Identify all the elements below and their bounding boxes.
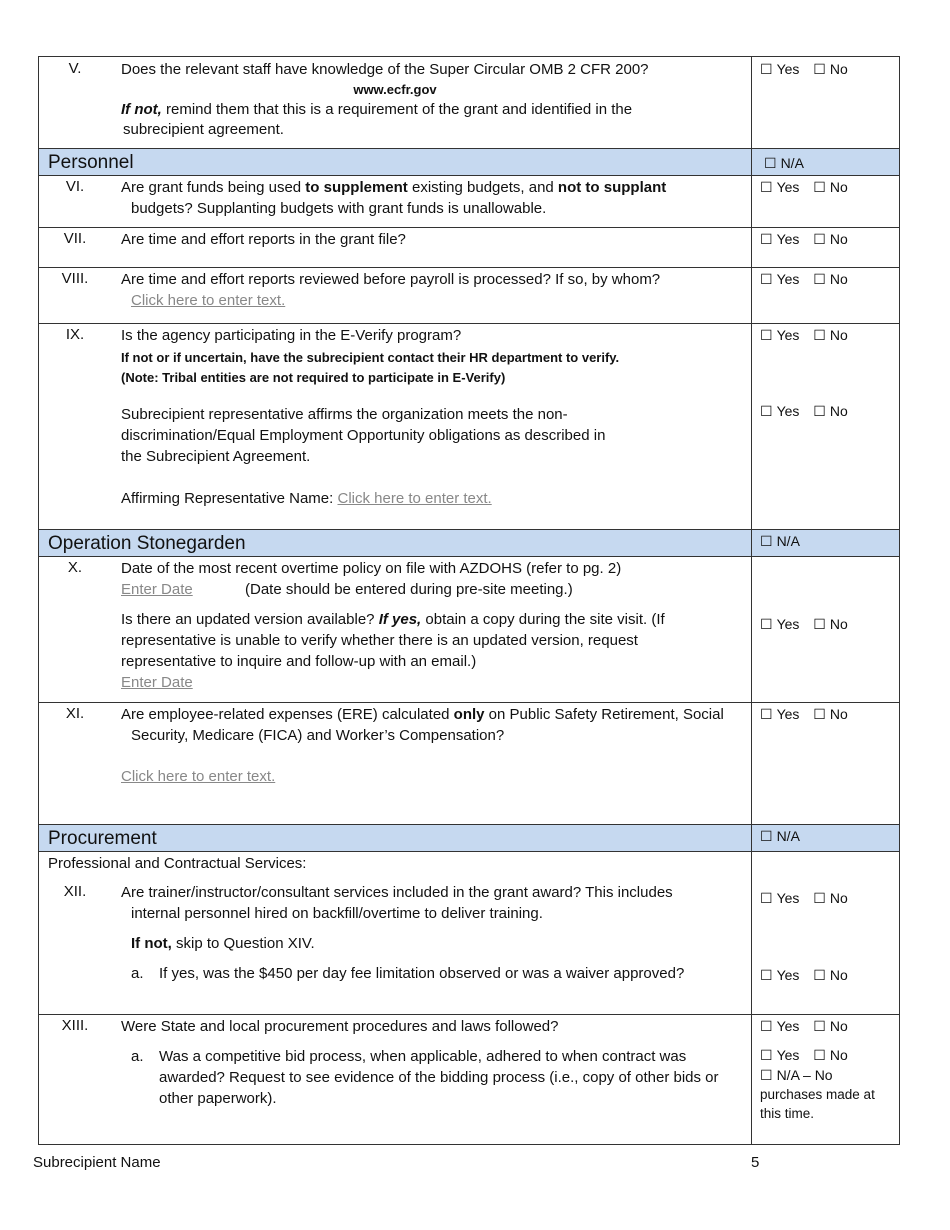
question-text: Are time and effort reports in the grant file? [121,231,406,248]
footer-subrecipient-name: Subrecipient Name [33,1154,161,1171]
question-row-x [39,557,899,703]
question-row-xiii [39,1015,899,1144]
yes-label: Yes [776,1047,800,1063]
update-text-line3: representative to inquire and follow-up with an email.) [121,653,477,670]
checkbox-na-no[interactable]: ☐ [760,1067,773,1083]
question-number: XII. [63,883,87,900]
no-label: No [829,271,848,287]
update-text: Is there an updated version available? If yes, obtain a copy during the site visit. (If [121,611,665,628]
checkbox-yes[interactable]: ☐ [760,271,773,287]
no-label: No [829,403,848,419]
checkbox-yes[interactable]: ☐ [760,61,773,77]
question-number: XIII. [61,1017,89,1034]
question-text: Are trainer/instructor/consultant services included in the grant award? This includes [121,884,673,901]
checkbox-no[interactable]: ☐ [813,61,826,77]
yes-no-checkboxes[interactable] [760,704,858,724]
yes-label: Yes [776,1018,800,1034]
date-field[interactable]: Enter Date [121,674,193,691]
no-label: No [829,616,848,632]
question-row-xi [39,703,899,825]
yes-no-checkboxes[interactable] [760,325,858,345]
question-number: X. [67,559,83,576]
yes-no-checkboxes[interactable] [760,269,858,289]
skip-instruction: If not, skip to Question XIV. [131,935,315,952]
section-header-personnel [39,149,899,176]
purchases-note-line2: this time. [760,1106,815,1121]
checkbox-yes[interactable]: ☐ [760,403,773,419]
checkbox-no[interactable]: ☐ [813,616,826,632]
no-label: No [829,1018,848,1034]
question-row-ix [39,324,899,530]
affirm-line2: discrimination/Equal Employment Opportunity obligations as described in [121,427,606,444]
question-text-line2: budgets? Supplanting budgets with grant funds is unallowable. [131,200,547,217]
affirm-line1: Subrecipient representative affirms the organization meets the non- [121,406,568,423]
checkbox-no[interactable]: ☐ [813,179,826,195]
checkbox-no[interactable]: ☐ [813,1047,826,1063]
checkbox-no[interactable]: ☐ [813,231,826,247]
question-text: Are employee-related expenses (ERE) calculated only on Public Safety Retirement, Social [121,706,724,723]
checkbox-no[interactable]: ☐ [813,327,826,343]
question-number: V. [68,60,82,77]
na-cell [751,825,900,851]
ecfr-link[interactable]: www.ecfr.gov [353,82,437,97]
no-label: No [829,1047,848,1063]
answer-cell [751,557,900,702]
subquestion-text-line3: other paperwork). [159,1090,277,1107]
ifnot-text: If not, remind them that this is a requirement of the grant and identified in the [121,101,633,118]
no-label: No [829,61,848,77]
professional-services-label: Professional and Contractual Services: [48,855,307,872]
representative-label: Affirming Representative Name: [121,490,338,507]
checkbox-yes[interactable]: ☐ [760,706,773,722]
answer-cell [751,852,900,1014]
no-label: No [829,231,848,247]
checkbox-yes[interactable]: ☐ [760,890,773,906]
enter-text-field[interactable]: Click here to enter text. [131,292,286,309]
ifnot-text-line2: subrecipient agreement. [123,121,284,138]
yes-label: Yes [776,61,800,77]
na-no-purchases-checkbox[interactable] [760,1065,843,1085]
section-title: Procurement [48,828,157,849]
na-label: N/A [776,533,800,549]
question-number: VII. [63,230,87,247]
yes-label: Yes [776,231,800,247]
yes-label: Yes [776,967,800,983]
checkbox-no[interactable]: ☐ [813,967,826,983]
na-cell [751,530,900,556]
question-row-vi [39,176,899,228]
yes-label: Yes [776,271,800,287]
section-header-procurement [39,825,899,852]
checkbox-yes[interactable]: ☐ [760,1047,773,1063]
enter-text-field[interactable]: Click here to enter text. [121,768,276,785]
question-row-vii [39,228,899,268]
checkbox-no[interactable]: ☐ [813,271,826,287]
no-label: No [829,967,848,983]
question-text: Were State and local procurement procedures and laws followed? [121,1018,559,1035]
answer-cell [751,228,900,267]
everify-note: If not or if uncertain, have the subrecipient contact their HR department to verify. [121,350,620,365]
yes-no-checkboxes-a[interactable] [760,1045,858,1065]
question-row-viii [39,268,899,324]
na-checkbox[interactable] [760,826,810,846]
yes-no-checkboxes-affirm[interactable] [760,401,858,421]
subquestion-label: a. [131,1048,144,1065]
question-row-xii [39,852,899,1015]
section-title: Operation Stonegarden [48,533,246,554]
yes-no-checkboxes[interactable] [760,229,858,249]
checkbox-yes[interactable]: ☐ [760,967,773,983]
question-number: XI. [65,705,85,722]
subquestion-text: Was a competitive bid process, when applicable, adhered to when contract was [159,1048,687,1065]
yes-no-checkboxes[interactable] [760,59,858,79]
date-note: (Date should be entered during pre-site meeting.) [245,581,573,598]
answer-cell [751,1015,900,1144]
representative-name [121,488,492,509]
purchases-note: purchases made at [760,1087,875,1102]
section-header-stonegarden [39,530,899,557]
no-label: No [829,890,848,906]
subquestion-text-line2: awarded? Request to see evidence of the bidding process (i.e., copy of other bids or [159,1069,719,1086]
question-text: Are time and effort reports reviewed before payroll is processed? If so, by whom? [121,271,661,288]
yes-no-checkboxes-a[interactable] [760,965,858,985]
no-label: No [829,706,848,722]
question-text: Date of the most recent overtime policy on file with AZDOHS (refer to pg. 2) [121,560,622,577]
checkbox-yes[interactable]: ☐ [760,179,773,195]
question-text-line2: internal personnel hired on backfill/overtime to deliver training. [131,905,543,922]
tribal-note: (Note: Tribal entities are not required to participate in E-Verify) [121,370,506,385]
date-field[interactable]: Enter Date [121,581,193,598]
checkbox-yes[interactable]: ☐ [760,1018,773,1034]
checkbox-yes[interactable]: ☐ [760,231,773,247]
na-label: N/A [776,828,800,844]
page-number: 5 [751,1154,760,1171]
question-text: Are grant funds being used to supplement existing budgets, and not to supplant [121,179,667,196]
checkbox-no[interactable]: ☐ [813,1018,826,1034]
yes-label: Yes [776,403,800,419]
yes-label: Yes [776,179,800,195]
checkbox-na[interactable]: ☐ [760,828,773,844]
answer-cell [751,57,900,148]
yes-label: Yes [776,890,800,906]
answer-cell [751,268,900,323]
question-text: Is the agency participating in the E-Verify program? [121,327,462,344]
na-label: N/A [780,155,804,171]
section-title: Personnel [48,152,134,173]
checkbox-yes[interactable]: ☐ [760,616,773,632]
no-label: No [829,327,848,343]
checkbox-no[interactable]: ☐ [813,890,826,906]
question-row-v [39,57,899,149]
answer-cell [751,703,900,824]
yes-label: Yes [776,706,800,722]
yes-label: Yes [776,327,800,343]
na-cell [751,149,900,175]
update-text-line2: representative is unable to verify whether there is an updated version, request [121,632,638,649]
question-number: VIII. [61,270,89,287]
yes-no-checkboxes[interactable] [760,1016,858,1036]
yes-no-checkboxes[interactable] [760,888,858,908]
subquestion-label: a. [131,965,144,982]
yes-no-checkboxes[interactable] [760,614,858,634]
na-checkbox[interactable] [764,153,814,173]
question-number: VI. [65,178,85,195]
checkbox-yes[interactable]: ☐ [760,327,773,343]
yes-no-checkboxes[interactable] [760,177,858,197]
no-label: No [829,179,848,195]
question-number: IX. [65,326,85,343]
checkbox-no[interactable]: ☐ [813,706,826,722]
checkbox-na[interactable]: ☐ [764,155,777,171]
question-text: Does the relevant staff have knowledge of the Super Circular OMB 2 CFR 200? [121,61,649,78]
yes-label: Yes [776,616,800,632]
question-text-line2: Security, Medicare (FICA) and Worker’s Compensation? [131,727,505,744]
checkbox-no[interactable]: ☐ [813,403,826,419]
enter-text-field[interactable]: Click here to enter text. [337,490,492,507]
na-no-label: N/A – No [776,1067,833,1083]
affirm-line3: the Subrecipient Agreement. [121,448,311,465]
na-checkbox[interactable] [760,531,810,551]
answer-cell [751,324,900,529]
checkbox-na[interactable]: ☐ [760,533,773,549]
review-table [38,56,900,1145]
answer-cell [751,176,900,227]
subquestion-text: If yes, was the $450 per day fee limitation observed or was a waiver approved? [159,965,685,982]
